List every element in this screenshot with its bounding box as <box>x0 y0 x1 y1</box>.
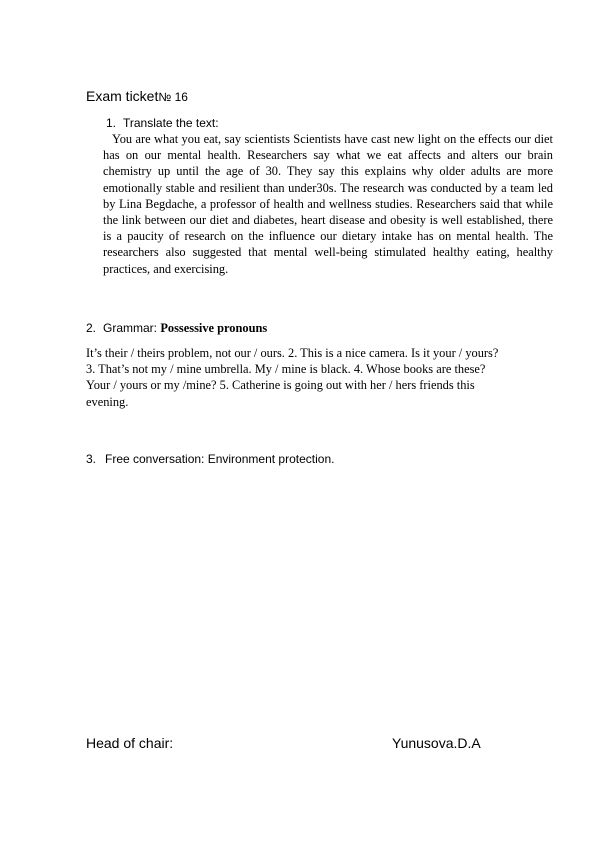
head-of-chair-label: Head of chair: <box>86 735 174 751</box>
question-2-index: 2. <box>86 321 97 335</box>
ticket-title <box>86 87 188 106</box>
question-3-heading-text: Free conversation: Environment protection. <box>105 452 335 466</box>
head-of-chair-name: Yunusova.D.A <box>392 735 481 751</box>
question-2-heading <box>86 321 267 336</box>
question-1-heading <box>106 116 219 131</box>
ticket-number: № 16 <box>158 90 188 104</box>
question-2-heading-text: Grammar: <box>103 321 161 335</box>
question-2-text <box>86 345 564 410</box>
question-3-index: 3. <box>86 452 97 466</box>
question-1-heading-text: Translate the text: <box>123 116 219 130</box>
question-1-text: You are what you eat, say scientists Scientists have cast new light on the effects our diet has on our mental health. Researchers say what we eat affects and alters our brain chemistry up until the age of 30. They say this explains why older adults are more emotionally stable and resilient than under30s. The research was conducted by a team led by Lina Begdache, a professor of health and wellness studies. Researchers said that while the link between our diet and diabetes, heart disease and obesity is well established, there is a paucity of research on the influence our dietary intake has on mental health. The researchers also suggested that mental well-being stimulated healthy eating, healthy practices, and exercising. <box>103 132 553 276</box>
question-2-line: Your / yours or my /mine? 5. Catherine is going out with her / hers friends this <box>86 378 475 393</box>
question-2-line: It’s their / theirs problem, not our / ours. 2. This is a nice camera. Is it your / yours? <box>86 346 499 360</box>
ticket-title-text: Exam ticket <box>86 88 159 104</box>
question-2-line: evening. <box>86 394 129 409</box>
question-3-heading <box>86 452 334 467</box>
question-2-topic: Possessive pronouns <box>160 321 268 335</box>
question-2-line: 3. That’s not my / mine umbrella. My / mine is black. 4. Whose books are these? <box>86 362 486 377</box>
question-1-index: 1. <box>106 116 117 130</box>
